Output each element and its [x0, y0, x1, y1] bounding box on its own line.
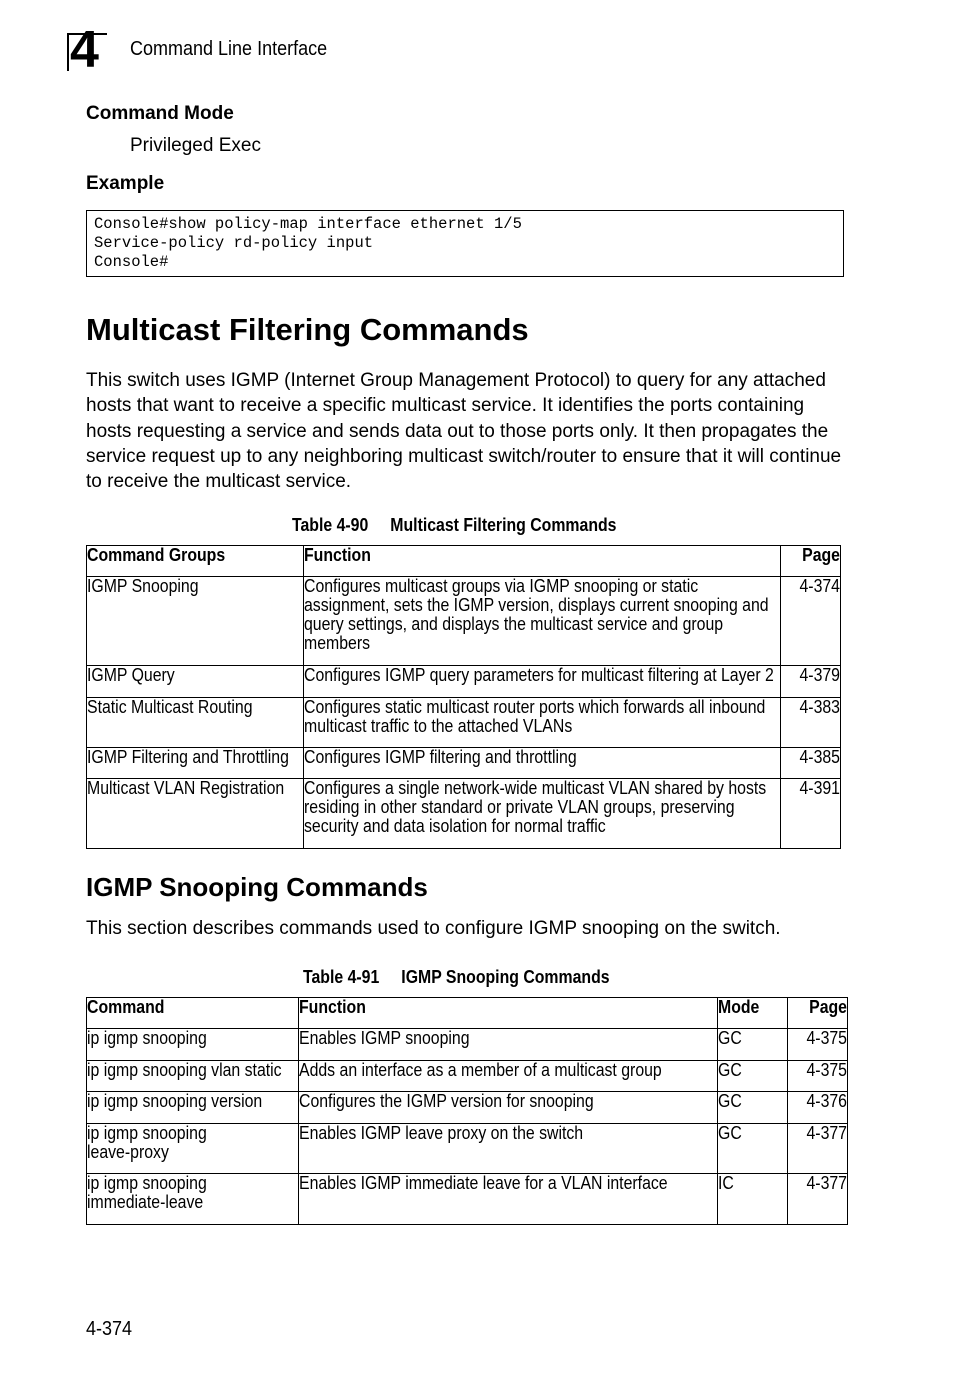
example-heading: Example — [86, 173, 165, 194]
table-cell: 4-376 — [806, 1091, 847, 1111]
table-cell: Configures static multicast router ports which forwards all inbound multicast traffic to the attached VLANs — [304, 697, 766, 736]
command-mode-heading: Command Mode — [86, 103, 234, 124]
code-line: Console# — [94, 253, 169, 271]
example-code-block — [86, 210, 844, 277]
table-row — [87, 1124, 848, 1174]
subsection-title: IGMP Snooping Commands — [86, 872, 428, 902]
table-cell: Static Multicast Routing — [87, 697, 253, 717]
table-91 — [86, 997, 848, 1225]
table-cell: Configures multicast groups via IGMP snooping or static assignment, sets the IGMP version, displays current snooping and query settings, and displays the multicast service and group members — [304, 576, 769, 653]
table-cell: IC — [718, 1173, 734, 1193]
header-cell: Page — [809, 997, 847, 1017]
table-row — [87, 1174, 848, 1225]
table-cell: GC — [718, 1123, 742, 1143]
table-cell: ip igmp snooping immediate-leave — [87, 1173, 207, 1212]
table-cell: IGMP Filtering and Throttling — [87, 747, 289, 767]
table-row — [87, 666, 841, 698]
table-cell: ip igmp snooping leave-proxy — [87, 1123, 207, 1162]
code-line: Service-policy rd-policy input — [94, 234, 374, 252]
table-cell: Enables IGMP snooping — [299, 1028, 470, 1048]
table-row — [87, 748, 841, 779]
table-91-caption: Table 4-91 IGMP Snooping Commands — [303, 967, 610, 987]
table-cell: GC — [718, 1060, 742, 1080]
header-cell: Mode — [718, 997, 760, 1017]
chapter-number: 4 — [70, 21, 98, 79]
table-cell: GC — [718, 1028, 742, 1048]
table-cell: Enables IGMP leave proxy on the switch — [299, 1123, 584, 1143]
table-row — [87, 1029, 848, 1061]
table-cell: Configures IGMP query parameters for multicast filtering at Layer 2 — [304, 665, 774, 685]
table-cell: 4-377 — [806, 1123, 847, 1143]
table-row — [87, 1061, 848, 1092]
table-cell: ip igmp snooping version — [87, 1091, 263, 1111]
subsection-intro: This section describes commands used to configure IGMP snooping on the switch. — [86, 918, 781, 939]
table-cell: Enables IGMP immediate leave for a VLAN interface — [299, 1173, 668, 1193]
table-row — [87, 779, 841, 849]
table-cell: IGMP Snooping — [87, 576, 199, 596]
table-90 — [86, 545, 841, 849]
code-line: Console#show policy-map interface ethernet 1/5 — [94, 215, 522, 233]
table-cell: ip igmp snooping vlan static — [87, 1060, 282, 1080]
table-cell: Adds an interface as a member of a multicast group — [299, 1060, 662, 1080]
table-cell: GC — [718, 1091, 742, 1111]
header-cell: Function — [304, 545, 371, 565]
page-number: 4-374 — [86, 1318, 133, 1340]
header-cell: Page — [802, 545, 840, 565]
table-header-row — [87, 998, 848, 1029]
table-cell: Multicast VLAN Registration — [87, 778, 285, 798]
header-cell: Command — [87, 997, 165, 1017]
header-cell: Command Groups — [87, 545, 226, 565]
section-intro: This switch uses IGMP (Internet Group Management Protocol) to query for any attached hosts that want to receive a specific multicast service. It identifies the ports containing hosts requesting a service and sends data out to those ports only. It then propagates the service request up to any neighboring multicast switch/router to ensure that it will continue to receive the multicast service. — [86, 370, 842, 493]
table-cell: 4-379 — [799, 665, 840, 685]
table-cell: 4-375 — [806, 1028, 847, 1048]
table-cell: IGMP Query — [87, 665, 175, 685]
section-title: Multicast Filtering Commands — [86, 312, 529, 347]
table-cell: 4-383 — [799, 697, 840, 717]
table-cell: 4-391 — [799, 778, 840, 798]
table-row — [87, 698, 841, 748]
table-90-caption: Table 4-90 Multicast Filtering Commands — [292, 515, 617, 535]
table-row — [87, 577, 841, 666]
table-cell: Configures IGMP filtering and throttling — [304, 747, 577, 767]
command-mode-value: Privileged Exec — [130, 135, 261, 156]
table-cell: 4-374 — [799, 576, 840, 596]
table-cell: 4-377 — [806, 1173, 847, 1193]
table-cell: ip igmp snooping — [87, 1028, 207, 1048]
table-cell: Configures a single network-wide multicast VLAN shared by hosts residing in other standard or private VLAN groups, preserving security and data isolation for normal traffic — [304, 778, 767, 836]
table-row — [87, 1092, 848, 1124]
table-cell: 4-375 — [806, 1060, 847, 1080]
running-title: Command Line Interface — [130, 38, 328, 60]
header-cell: Function — [299, 997, 366, 1017]
table-header-row — [87, 546, 841, 577]
table-cell: 4-385 — [799, 747, 840, 767]
table-cell: Configures the IGMP version for snooping — [299, 1091, 594, 1111]
